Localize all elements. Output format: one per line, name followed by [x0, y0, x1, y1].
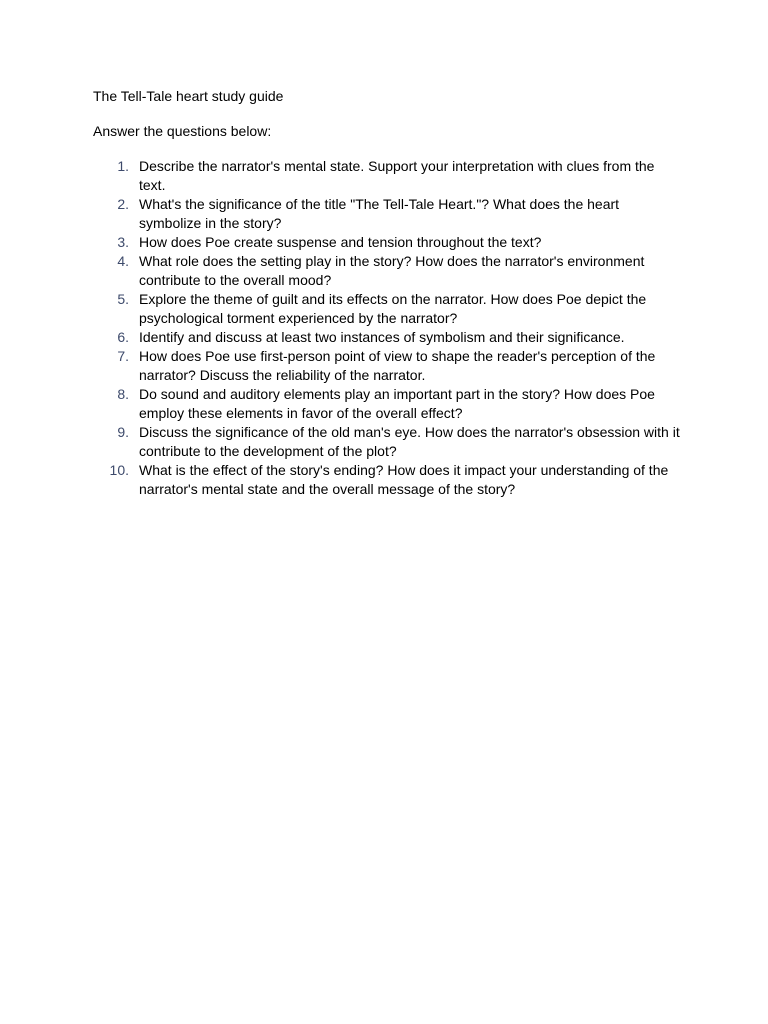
- question-text: What role does the setting play in the story? How does the narrator's environment contribute to the overall mood?: [139, 253, 645, 288]
- question-number: 4.: [117, 253, 129, 269]
- question-list: [93, 157, 683, 499]
- question-number: 5.: [117, 291, 129, 307]
- question-number: 9.: [117, 424, 129, 440]
- question-number: 10.: [109, 462, 129, 478]
- list-item: [93, 252, 683, 290]
- list-item: [93, 347, 683, 385]
- question-text: Describe the narrator's mental state. Support your interpretation with clues from the text.: [139, 158, 655, 193]
- list-item: [93, 233, 683, 252]
- question-text: Explore the theme of guilt and its effects on the narrator. How does Poe depict the psychological torment experienced by the narrator?: [139, 291, 647, 326]
- question-number: 3.: [117, 234, 129, 250]
- instructions-text: Answer the questions below:: [93, 123, 272, 139]
- question-number: 6.: [117, 329, 129, 345]
- question-text: What is the effect of the story's ending? How does it impact your understanding of the narrator's mental state and the overall message of the story?: [139, 462, 669, 497]
- question-text: Identify and discuss at least two instances of symbolism and their significance.: [139, 329, 625, 345]
- list-item: [93, 461, 683, 499]
- question-text: What's the significance of the title "The Tell-Tale Heart."? What does the heart symbolize in the story?: [139, 196, 620, 231]
- question-number: 8.: [117, 386, 129, 402]
- document-title: The Tell-Tale heart study guide: [93, 88, 284, 104]
- list-item: [93, 157, 683, 195]
- list-item: [93, 290, 683, 328]
- question-text: Do sound and auditory elements play an important part in the story? How does Poe employ these elements in favor of the overall effect?: [139, 386, 655, 421]
- question-number: 7.: [117, 348, 129, 364]
- list-item: [93, 423, 683, 461]
- question-text: How does Poe use first-person point of view to shape the reader's perception of the narrator? Discuss the reliability of the narrator.: [139, 348, 656, 383]
- list-item: [93, 328, 683, 347]
- question-number: 1.: [117, 158, 129, 174]
- list-item: [93, 385, 683, 423]
- question-number: 2.: [117, 196, 129, 212]
- question-text: How does Poe create suspense and tension throughout the text?: [139, 234, 542, 250]
- question-text: Discuss the significance of the old man's eye. How does the narrator's obsession with it contribute to the development of the plot?: [139, 424, 680, 459]
- list-item: [93, 195, 683, 233]
